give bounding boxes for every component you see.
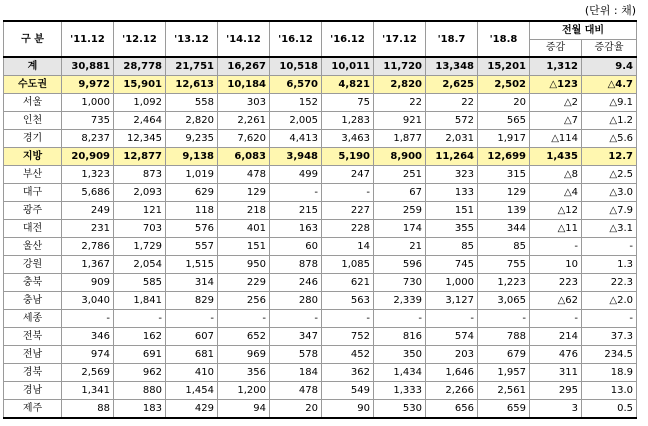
table-row bbox=[4, 148, 637, 166]
table-cell: 20 bbox=[270, 400, 322, 419]
table-cell: 5,190 bbox=[322, 148, 374, 166]
row-label: 울산 bbox=[4, 238, 62, 256]
table-cell: 344 bbox=[478, 220, 530, 238]
table-cell: 0.5 bbox=[582, 400, 637, 419]
table-cell: 215 bbox=[270, 202, 322, 220]
table-cell: - bbox=[166, 310, 218, 328]
row-label: 경기 bbox=[4, 130, 62, 148]
table-cell: △123 bbox=[530, 76, 582, 94]
table-cell: 1,841 bbox=[114, 292, 166, 310]
table-cell: 1,515 bbox=[166, 256, 218, 274]
table-cell: 3,127 bbox=[426, 292, 478, 310]
row-label: 지방 bbox=[4, 148, 62, 166]
table-cell: 314 bbox=[166, 274, 218, 292]
table-row bbox=[4, 130, 637, 148]
row-label: 계 bbox=[4, 57, 62, 76]
table-cell: 1,729 bbox=[114, 238, 166, 256]
table-cell: 28,778 bbox=[114, 57, 166, 76]
table-cell: 151 bbox=[218, 238, 270, 256]
table-cell: 629 bbox=[166, 184, 218, 202]
table-row bbox=[4, 292, 637, 310]
row-label: 수도권 bbox=[4, 76, 62, 94]
header-period: '18.7 bbox=[426, 21, 478, 57]
table-cell: 8,237 bbox=[62, 130, 114, 148]
table-cell: - bbox=[270, 184, 322, 202]
header-period: '18.8 bbox=[478, 21, 530, 57]
table-cell: 315 bbox=[478, 166, 530, 184]
table-cell: 1,646 bbox=[426, 364, 478, 382]
table-cell: 9,235 bbox=[166, 130, 218, 148]
table-row bbox=[4, 57, 637, 76]
table-cell: 133 bbox=[426, 184, 478, 202]
table-cell: 2,820 bbox=[166, 112, 218, 130]
table-cell: 280 bbox=[270, 292, 322, 310]
row-label: 서울 bbox=[4, 94, 62, 112]
table-cell: 37.3 bbox=[582, 328, 637, 346]
table-row bbox=[4, 274, 637, 292]
table-cell: - bbox=[114, 310, 166, 328]
table-row bbox=[4, 310, 637, 328]
table-cell: 3,040 bbox=[62, 292, 114, 310]
table-row bbox=[4, 238, 637, 256]
table-cell: 549 bbox=[322, 382, 374, 400]
table-cell: 2,054 bbox=[114, 256, 166, 274]
table-cell: 1,085 bbox=[322, 256, 374, 274]
table-cell: 1,000 bbox=[62, 94, 114, 112]
table-cell: 121 bbox=[114, 202, 166, 220]
table-cell: 94 bbox=[218, 400, 270, 419]
table-cell: 16,267 bbox=[218, 57, 270, 76]
table-cell: 1,877 bbox=[374, 130, 426, 148]
table-cell: 234.5 bbox=[582, 346, 637, 364]
table-cell: △114 bbox=[530, 130, 582, 148]
table-cell: 962 bbox=[114, 364, 166, 382]
table-cell: 1.3 bbox=[582, 256, 637, 274]
table-cell: 679 bbox=[478, 346, 530, 364]
table-cell: 247 bbox=[322, 166, 374, 184]
table-cell: 231 bbox=[62, 220, 114, 238]
table-cell: 20,909 bbox=[62, 148, 114, 166]
table-cell: 585 bbox=[114, 274, 166, 292]
table-cell: 1,323 bbox=[62, 166, 114, 184]
row-label: 전북 bbox=[4, 328, 62, 346]
table-cell: - bbox=[322, 184, 374, 202]
table-cell: 13.0 bbox=[582, 382, 637, 400]
table-cell: 530 bbox=[374, 400, 426, 419]
table-cell: △11 bbox=[530, 220, 582, 238]
table-cell: 22.3 bbox=[582, 274, 637, 292]
header-period: '16.12 bbox=[322, 21, 374, 57]
table-cell: △62 bbox=[530, 292, 582, 310]
table-header bbox=[4, 21, 637, 57]
table-cell: 607 bbox=[166, 328, 218, 346]
table-cell: 15,201 bbox=[478, 57, 530, 76]
table-cell: 816 bbox=[374, 328, 426, 346]
table-cell: 565 bbox=[478, 112, 530, 130]
table-cell: 563 bbox=[322, 292, 374, 310]
table-cell: △4 bbox=[530, 184, 582, 202]
table-cell: 228 bbox=[322, 220, 374, 238]
table-cell: 735 bbox=[62, 112, 114, 130]
header-period: '11.12 bbox=[62, 21, 114, 57]
table-cell: 88 bbox=[62, 400, 114, 419]
row-label: 경북 bbox=[4, 364, 62, 382]
table-cell: 11,720 bbox=[374, 57, 426, 76]
header-compare: 전월 대비 bbox=[530, 21, 637, 40]
table-cell: 118 bbox=[166, 202, 218, 220]
header-period: '12.12 bbox=[114, 21, 166, 57]
table-cell: 730 bbox=[374, 274, 426, 292]
table-cell: 356 bbox=[218, 364, 270, 382]
table-cell: 2,261 bbox=[218, 112, 270, 130]
table-cell: 229 bbox=[218, 274, 270, 292]
table-cell: 478 bbox=[218, 166, 270, 184]
table-cell: 163 bbox=[270, 220, 322, 238]
table-cell: 558 bbox=[166, 94, 218, 112]
table-cell: 75 bbox=[322, 94, 374, 112]
table-cell: △3.0 bbox=[582, 184, 637, 202]
housing-stats-table bbox=[3, 20, 637, 419]
table-cell: 476 bbox=[530, 346, 582, 364]
table-cell: 3 bbox=[530, 400, 582, 419]
table-cell: 4,821 bbox=[322, 76, 374, 94]
header-period: '14.12 bbox=[218, 21, 270, 57]
table-cell: 578 bbox=[270, 346, 322, 364]
table-cell: 1,019 bbox=[166, 166, 218, 184]
table-cell: 9,972 bbox=[62, 76, 114, 94]
table-cell: 362 bbox=[322, 364, 374, 382]
table-cell: 745 bbox=[426, 256, 478, 274]
header-rate: 증감율 bbox=[582, 40, 637, 58]
row-label: 충남 bbox=[4, 292, 62, 310]
table-cell: △9.1 bbox=[582, 94, 637, 112]
table-cell: 10,011 bbox=[322, 57, 374, 76]
table-cell: 129 bbox=[478, 184, 530, 202]
table-cell: 7,620 bbox=[218, 130, 270, 148]
table-cell: - bbox=[270, 310, 322, 328]
table-cell: 12,877 bbox=[114, 148, 166, 166]
table-cell: 2,561 bbox=[478, 382, 530, 400]
table-cell: △7.9 bbox=[582, 202, 637, 220]
table-cell: 18.9 bbox=[582, 364, 637, 382]
table-cell: 256 bbox=[218, 292, 270, 310]
table-cell: 3,065 bbox=[478, 292, 530, 310]
table-cell: 656 bbox=[426, 400, 478, 419]
table-cell: 921 bbox=[374, 112, 426, 130]
table-cell: 1,333 bbox=[374, 382, 426, 400]
table-cell: 596 bbox=[374, 256, 426, 274]
table-cell: 12,613 bbox=[166, 76, 218, 94]
table-cell: 218 bbox=[218, 202, 270, 220]
table-cell: 152 bbox=[270, 94, 322, 112]
table-cell: 2,464 bbox=[114, 112, 166, 130]
table-cell: 1,000 bbox=[426, 274, 478, 292]
table-cell: 323 bbox=[426, 166, 478, 184]
table-cell: 311 bbox=[530, 364, 582, 382]
table-row bbox=[4, 76, 637, 94]
table-cell: 151 bbox=[426, 202, 478, 220]
table-cell: 2,820 bbox=[374, 76, 426, 94]
table-row bbox=[4, 202, 637, 220]
header-period: '17.12 bbox=[374, 21, 426, 57]
row-label: 전남 bbox=[4, 346, 62, 364]
table-cell: 67 bbox=[374, 184, 426, 202]
table-cell: 139 bbox=[478, 202, 530, 220]
table-cell: 752 bbox=[322, 328, 374, 346]
table-cell: 12,699 bbox=[478, 148, 530, 166]
table-cell: 2,093 bbox=[114, 184, 166, 202]
table-cell: 85 bbox=[426, 238, 478, 256]
table-row bbox=[4, 328, 637, 346]
table-cell: 681 bbox=[166, 346, 218, 364]
table-cell: 2,339 bbox=[374, 292, 426, 310]
table-cell: △3.1 bbox=[582, 220, 637, 238]
table-cell: 8,900 bbox=[374, 148, 426, 166]
table-cell: △12 bbox=[530, 202, 582, 220]
table-cell: 251 bbox=[374, 166, 426, 184]
table-cell: 1,312 bbox=[530, 57, 582, 76]
table-row bbox=[4, 94, 637, 112]
table-cell: 1,367 bbox=[62, 256, 114, 274]
table-row bbox=[4, 220, 637, 238]
table-cell: 10,518 bbox=[270, 57, 322, 76]
table-cell: △5.6 bbox=[582, 130, 637, 148]
table-cell: 950 bbox=[218, 256, 270, 274]
table-cell: △2.0 bbox=[582, 292, 637, 310]
table-cell: 21,751 bbox=[166, 57, 218, 76]
table-cell: △2.5 bbox=[582, 166, 637, 184]
header-period: '13.12 bbox=[166, 21, 218, 57]
row-label: 대전 bbox=[4, 220, 62, 238]
table-cell: - bbox=[478, 310, 530, 328]
table-cell: 355 bbox=[426, 220, 478, 238]
table-cell: 5,686 bbox=[62, 184, 114, 202]
table-cell: 755 bbox=[478, 256, 530, 274]
row-label: 경남 bbox=[4, 382, 62, 400]
table-cell: 346 bbox=[62, 328, 114, 346]
table-cell: 30,881 bbox=[62, 57, 114, 76]
table-cell: 1,957 bbox=[478, 364, 530, 382]
table-cell: 90 bbox=[322, 400, 374, 419]
table-cell: 2,031 bbox=[426, 130, 478, 148]
table-cell: 873 bbox=[114, 166, 166, 184]
table-row bbox=[4, 400, 637, 419]
table-cell: 347 bbox=[270, 328, 322, 346]
table-cell: - bbox=[530, 310, 582, 328]
row-label: 강원 bbox=[4, 256, 62, 274]
row-label: 세종 bbox=[4, 310, 62, 328]
table-cell: 21 bbox=[374, 238, 426, 256]
table-cell: 295 bbox=[530, 382, 582, 400]
table-cell: 499 bbox=[270, 166, 322, 184]
table-cell: 60 bbox=[270, 238, 322, 256]
table-cell: 183 bbox=[114, 400, 166, 419]
table-cell: 14 bbox=[322, 238, 374, 256]
row-label: 제주 bbox=[4, 400, 62, 419]
table-cell: 1,283 bbox=[322, 112, 374, 130]
table-cell: 2,266 bbox=[426, 382, 478, 400]
table-cell: 203 bbox=[426, 346, 478, 364]
table-cell: 4,413 bbox=[270, 130, 322, 148]
table-cell: 162 bbox=[114, 328, 166, 346]
table-cell: 572 bbox=[426, 112, 478, 130]
table-cell: 223 bbox=[530, 274, 582, 292]
table-row bbox=[4, 112, 637, 130]
table-cell: 184 bbox=[270, 364, 322, 382]
table-cell: - bbox=[530, 238, 582, 256]
table-cell: 246 bbox=[270, 274, 322, 292]
row-label: 인천 bbox=[4, 112, 62, 130]
table-cell: 429 bbox=[166, 400, 218, 419]
table-cell: 909 bbox=[62, 274, 114, 292]
table-row bbox=[4, 256, 637, 274]
table-cell: 3,948 bbox=[270, 148, 322, 166]
table-cell: 2,786 bbox=[62, 238, 114, 256]
table-cell: 9,138 bbox=[166, 148, 218, 166]
unit-label: (단위 : 채) bbox=[584, 4, 636, 17]
table-cell: 249 bbox=[62, 202, 114, 220]
header-change: 증감 bbox=[530, 40, 582, 58]
table-cell: 401 bbox=[218, 220, 270, 238]
table-cell: 1,223 bbox=[478, 274, 530, 292]
table-cell: △8 bbox=[530, 166, 582, 184]
table-cell: 621 bbox=[322, 274, 374, 292]
table-cell: 350 bbox=[374, 346, 426, 364]
table-cell: 652 bbox=[218, 328, 270, 346]
table-row bbox=[4, 364, 637, 382]
table-cell: 20 bbox=[478, 94, 530, 112]
table-cell: 1,200 bbox=[218, 382, 270, 400]
table-row bbox=[4, 382, 637, 400]
table-cell: 478 bbox=[270, 382, 322, 400]
header-period: '16.12 bbox=[270, 21, 322, 57]
table-cell: △2 bbox=[530, 94, 582, 112]
table-cell: 174 bbox=[374, 220, 426, 238]
table-cell: 3,463 bbox=[322, 130, 374, 148]
table-cell: 659 bbox=[478, 400, 530, 419]
table-cell: △1.2 bbox=[582, 112, 637, 130]
table-cell: 129 bbox=[218, 184, 270, 202]
table-cell: 2,569 bbox=[62, 364, 114, 382]
table-cell: 12,345 bbox=[114, 130, 166, 148]
table-cell: 1,341 bbox=[62, 382, 114, 400]
table-cell: 574 bbox=[426, 328, 478, 346]
table-cell: 10 bbox=[530, 256, 582, 274]
table-cell: 214 bbox=[530, 328, 582, 346]
table-cell: - bbox=[426, 310, 478, 328]
table-cell: 1,434 bbox=[374, 364, 426, 382]
table-cell: 227 bbox=[322, 202, 374, 220]
table-cell: - bbox=[218, 310, 270, 328]
table-row bbox=[4, 346, 637, 364]
table-cell: 6,083 bbox=[218, 148, 270, 166]
table-cell: 2,005 bbox=[270, 112, 322, 130]
table-cell: - bbox=[62, 310, 114, 328]
table-cell: 12.7 bbox=[582, 148, 637, 166]
table-cell: 576 bbox=[166, 220, 218, 238]
table-cell: 22 bbox=[374, 94, 426, 112]
table-cell: 1,435 bbox=[530, 148, 582, 166]
table-row bbox=[4, 184, 637, 202]
table-cell: 259 bbox=[374, 202, 426, 220]
table-cell: 974 bbox=[62, 346, 114, 364]
table-cell: 1,092 bbox=[114, 94, 166, 112]
table-cell: - bbox=[374, 310, 426, 328]
table-cell: 13,348 bbox=[426, 57, 478, 76]
table-cell: 6,570 bbox=[270, 76, 322, 94]
table-cell: △4.7 bbox=[582, 76, 637, 94]
table-cell: 452 bbox=[322, 346, 374, 364]
table-cell: - bbox=[322, 310, 374, 328]
row-label: 대구 bbox=[4, 184, 62, 202]
table-cell: 2,502 bbox=[478, 76, 530, 94]
table-cell: - bbox=[582, 238, 637, 256]
row-label: 충북 bbox=[4, 274, 62, 292]
table-cell: 788 bbox=[478, 328, 530, 346]
table-cell: 1,454 bbox=[166, 382, 218, 400]
table-cell: 410 bbox=[166, 364, 218, 382]
table-cell: 878 bbox=[270, 256, 322, 274]
table-cell: - bbox=[582, 310, 637, 328]
table-cell: 303 bbox=[218, 94, 270, 112]
header-category: 구 분 bbox=[4, 21, 62, 57]
table-cell: 969 bbox=[218, 346, 270, 364]
table-cell: 557 bbox=[166, 238, 218, 256]
table-cell: 11,264 bbox=[426, 148, 478, 166]
table-cell: 691 bbox=[114, 346, 166, 364]
table-cell: 1,917 bbox=[478, 130, 530, 148]
row-label: 부산 bbox=[4, 166, 62, 184]
table-cell: 9.4 bbox=[582, 57, 637, 76]
table-cell: 15,901 bbox=[114, 76, 166, 94]
table-cell: △7 bbox=[530, 112, 582, 130]
table-cell: 880 bbox=[114, 382, 166, 400]
table-row bbox=[4, 166, 637, 184]
table-cell: 829 bbox=[166, 292, 218, 310]
table-cell: 85 bbox=[478, 238, 530, 256]
row-label: 광주 bbox=[4, 202, 62, 220]
table-cell: 2,625 bbox=[426, 76, 478, 94]
table-body bbox=[4, 57, 637, 418]
table-cell: 703 bbox=[114, 220, 166, 238]
table-cell: 10,184 bbox=[218, 76, 270, 94]
table-cell: 22 bbox=[426, 94, 478, 112]
